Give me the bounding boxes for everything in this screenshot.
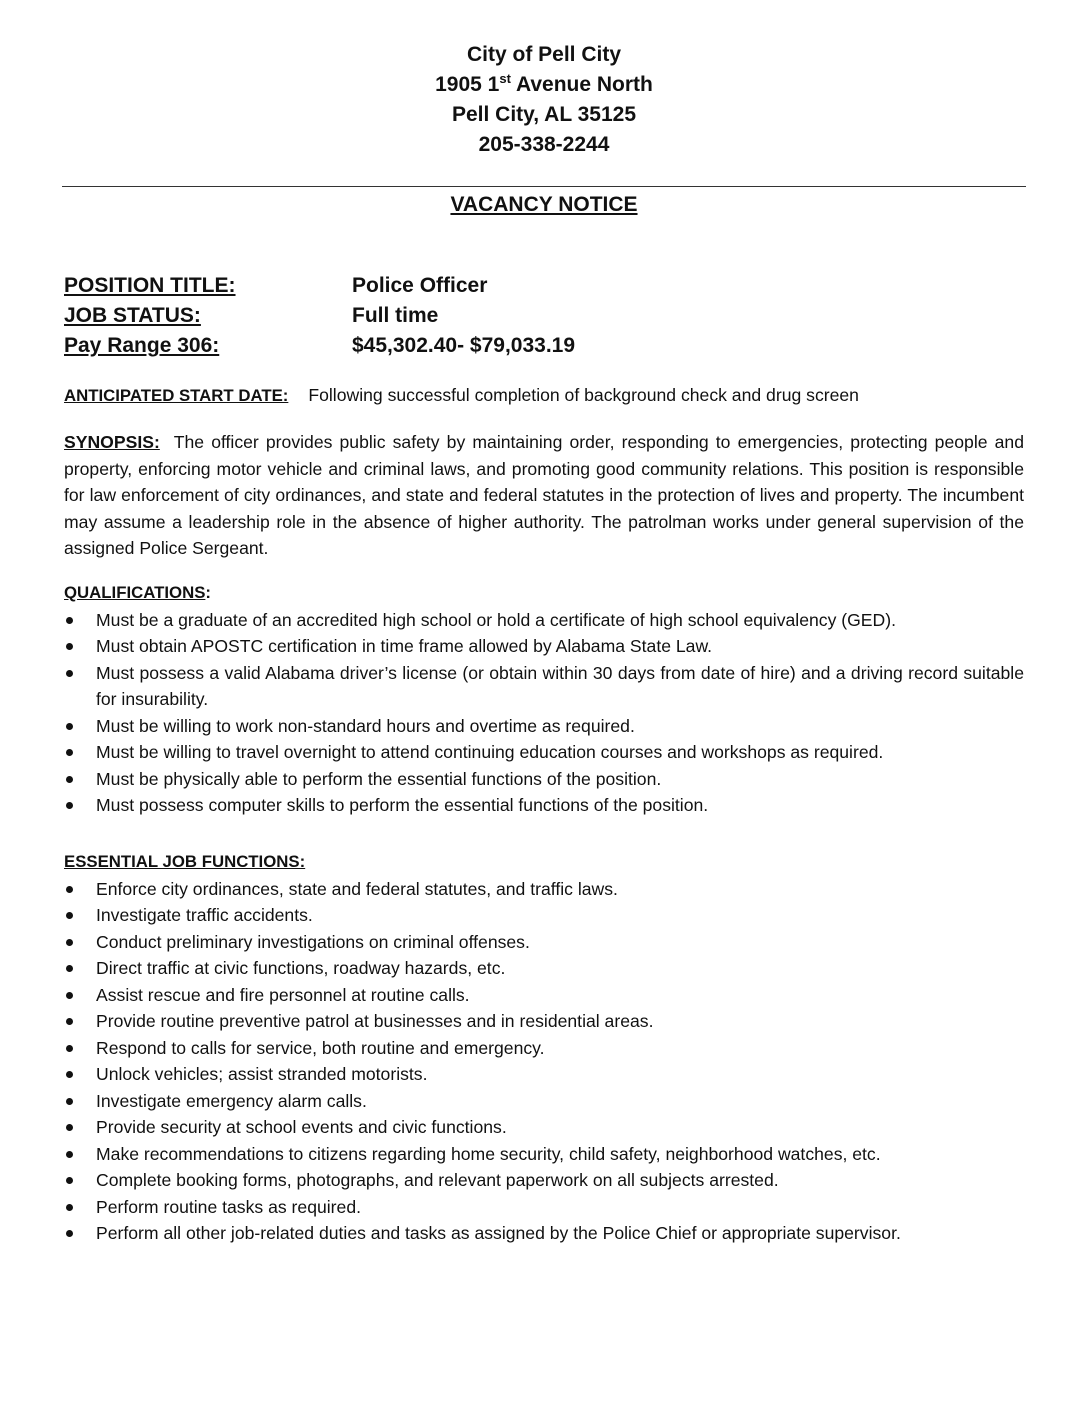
bullet-icon bbox=[66, 802, 73, 809]
street-address bbox=[0, 70, 1088, 100]
list-item: Make recommendations to citizens regarding home security, child safety, neighborhood watches, etc. bbox=[64, 1141, 1024, 1168]
list-item: Investigate emergency alarm calls. bbox=[64, 1088, 1024, 1115]
info-value: $45,302.40- $79,033.19 bbox=[352, 334, 576, 357]
bullet-icon bbox=[66, 912, 73, 919]
city-state-zip: Pell City, AL 35125 bbox=[451, 103, 637, 126]
qualifications-list bbox=[64, 607, 1024, 819]
bullet-icon bbox=[66, 643, 73, 650]
info-label: Pay Range 306: bbox=[64, 334, 220, 357]
bullet-icon bbox=[66, 992, 73, 999]
bullet-icon bbox=[66, 1151, 73, 1158]
bullet-icon bbox=[66, 1230, 73, 1237]
position-info bbox=[64, 271, 575, 361]
synopsis-label: SYNOPSIS: bbox=[64, 432, 160, 452]
city-name: City of Pell City bbox=[466, 43, 622, 66]
notice-title: VACANCY NOTICE bbox=[450, 193, 638, 216]
letterhead bbox=[0, 40, 1088, 160]
info-row-pay-range bbox=[64, 331, 575, 361]
list-item: Must be willing to travel overnight to attend continuing education courses and workshops as required. bbox=[64, 739, 1024, 766]
list-item: Assist rescue and fire personnel at routine calls. bbox=[64, 982, 1024, 1009]
bullet-icon bbox=[66, 886, 73, 893]
bullet-icon bbox=[66, 617, 73, 624]
street-number: 1905 1 bbox=[435, 73, 500, 96]
essential-functions-list bbox=[64, 876, 1024, 1247]
bullet-icon bbox=[66, 1098, 73, 1105]
synopsis-paragraph bbox=[64, 429, 1024, 562]
info-value: Full time bbox=[352, 304, 439, 327]
start-date-label: ANTICIPATED START DATE: bbox=[64, 386, 289, 405]
list-item: Perform all other job-related duties and tasks as assigned by the Police Chief or appropriate supervisor. bbox=[64, 1220, 1024, 1247]
anticipated-start-date bbox=[64, 382, 859, 410]
list-item: Unlock vehicles; assist stranded motorists. bbox=[64, 1061, 1024, 1088]
bullet-icon bbox=[66, 670, 73, 677]
info-label: JOB STATUS: bbox=[64, 304, 201, 327]
list-item: Must possess a valid Alabama driver’s license (or obtain within 30 days from date of hire) and a driving record suitable for insurability. bbox=[64, 660, 1024, 713]
synopsis-text: The officer provides public safety by maintaining order, responding to emergencies, protecting people and property, enforcing motor vehicle and criminal laws, and promoting good community relations. This position is responsible for law enforcement of city ordinances, and state and federal statutes in the protection of lives and property. The incumbent may assume a leadership role in the absence of higher authority. The patrolman works under general supervision of the assigned Police Sergeant. bbox=[64, 432, 1024, 558]
bullet-icon bbox=[66, 1018, 73, 1025]
street-name: Avenue North bbox=[510, 73, 653, 96]
list-item: Direct traffic at civic functions, roadway hazards, etc. bbox=[64, 955, 1024, 982]
bullet-icon bbox=[66, 965, 73, 972]
bullet-icon bbox=[66, 1071, 73, 1078]
qualifications-title: QUALIFICATIONS: bbox=[64, 583, 211, 602]
list-item: Perform routine tasks as required. bbox=[64, 1194, 1024, 1221]
start-date-value: Following successful completion of background check and drug screen bbox=[308, 385, 859, 405]
list-item: Must obtain APOSTC certification in time frame allowed by Alabama State Law. bbox=[64, 633, 1024, 660]
phone-number: 205-338-2244 bbox=[478, 133, 610, 156]
list-item: Enforce city ordinances, state and federal statutes, and traffic laws. bbox=[64, 876, 1024, 903]
list-item: Must be a graduate of an accredited high school or hold a certificate of high school equivalency (GED). bbox=[64, 607, 1024, 634]
bullet-icon bbox=[66, 1124, 73, 1131]
list-item: Respond to calls for service, both routine and emergency. bbox=[64, 1035, 1024, 1062]
list-item: Must be willing to work non-standard hours and overtime as required. bbox=[64, 713, 1024, 740]
list-item: Must possess computer skills to perform the essential functions of the position. bbox=[64, 792, 1024, 819]
bullet-icon bbox=[66, 1177, 73, 1184]
qualifications-section bbox=[64, 580, 1024, 819]
bullet-icon bbox=[66, 749, 73, 756]
info-row-job-status bbox=[64, 301, 575, 331]
list-item: Provide routine preventive patrol at businesses and in residential areas. bbox=[64, 1008, 1024, 1035]
list-item: Investigate traffic accidents. bbox=[64, 902, 1024, 929]
bullet-icon bbox=[66, 939, 73, 946]
list-item: Complete booking forms, photographs, and relevant paperwork on all subjects arrested. bbox=[64, 1167, 1024, 1194]
bullet-icon bbox=[66, 1045, 73, 1052]
street-ordinal: st bbox=[499, 71, 511, 86]
list-item: Conduct preliminary investigations on criminal offenses. bbox=[64, 929, 1024, 956]
info-row-position-title bbox=[64, 271, 575, 301]
essential-functions-section bbox=[64, 849, 1024, 1247]
bullet-icon bbox=[66, 776, 73, 783]
header-divider bbox=[62, 186, 1026, 187]
bullet-icon bbox=[66, 1204, 73, 1211]
bullet-icon bbox=[66, 723, 73, 730]
info-value: Police Officer bbox=[352, 274, 488, 297]
info-label: POSITION TITLE: bbox=[64, 274, 236, 297]
list-item: Must be physically able to perform the essential functions of the position. bbox=[64, 766, 1024, 793]
list-item: Provide security at school events and civic functions. bbox=[64, 1114, 1024, 1141]
essential-functions-title: ESSENTIAL JOB FUNCTIONS: bbox=[64, 852, 306, 871]
